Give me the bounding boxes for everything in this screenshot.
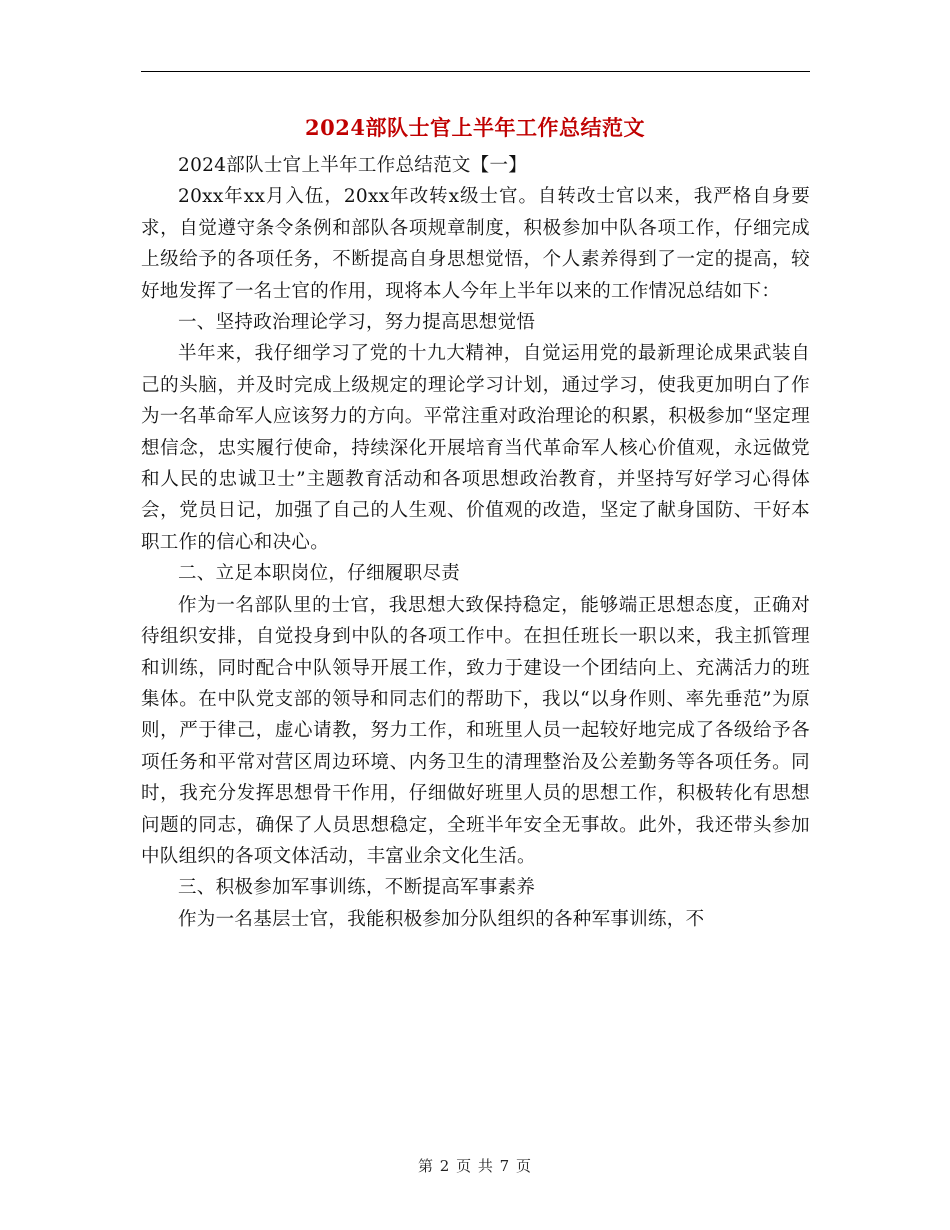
paragraph-intro: 20xx年xx月入伍，20xx年改转x级士官。自转改士官以来，我严格自身要求，自觉遵守条令条例和部队各项规章制度，积极参加中队各项工作，仔细完成上级给予的各项任务，不断提高自身思想觉悟，个人素养得到了一定的提高，较好地发挥了一名士官的作用，现将本人今年上半年以来的工作情况总结如下：: [141, 186, 810, 302]
paragraph-section-2: 作为一名部队里的士官，我思想大致保持稳定，能够端正思想态度，正确对待组织安排，自觉投身到中队的各项工作中。在担任班长一职以来，我主抓管理和训练，同时配合中队领导开展工作，致力于建设一个团结向上、充满活力的班集体。在中队党支部的领导和同志们的帮助下，我以“以身作则、率先垂范”为原则，严于律己，虚心请教，努力工作，和班里人员一起较好地完成了各级给予各项任务和平常对营区周边环境、内务卫生的清理整治及公差勤务等各项任务。同时，我充分发挥思想骨干作用，仔细做好班里人员的思想工作，积极转化有思想问题的同志，确保了人员思想稳定，全班半年安全无事故。此外，我还带头参加中队组织的各项文体活动，丰富业余文化生活。: [141, 594, 810, 867]
document-body: [141, 150, 810, 935]
paragraph-section-1: 半年来，我仔细学习了党的十九大精神，自觉运用党的最新理论成果武装自己的头脑，并及时完成上级规定的理论学习计划，通过学习，使我更加明白了作为一名革命军人应该努力的方向。平常注重对政治理论的积累，积极参加“坚定理想信念，忠实履行使命，持续深化开展培育当代革命军人核心价值观，永远做党和人民的忠诚卫士”主题教育活动和各项思想政治教育，并坚持写好学习心得体会，党员日记，加强了自己的人生观、价值观的改造，坚定了献身国防、干好本职工作的信心和决心。: [141, 343, 810, 553]
page-number: 第 2 页 共 7 页: [418, 1157, 532, 1175]
section-heading-2: 二、立足本职岗位，仔细履职尽责: [178, 563, 461, 585]
paragraph-subtitle: 2024部队士官上半年工作总结范文【一】: [178, 155, 528, 176]
header-rule: [141, 71, 810, 72]
document-title: 2024部队士官上半年工作总结范文: [305, 115, 645, 140]
paragraph-section-3: 作为一名基层士官，我能积极参加分队组织的各种军事训练，不: [178, 908, 705, 930]
section-heading-1: 一、坚持政治理论学习，努力提高思想觉悟: [178, 312, 536, 334]
section-heading-3: 三、积极参加军事训练，不断提高军事素养: [178, 877, 536, 899]
